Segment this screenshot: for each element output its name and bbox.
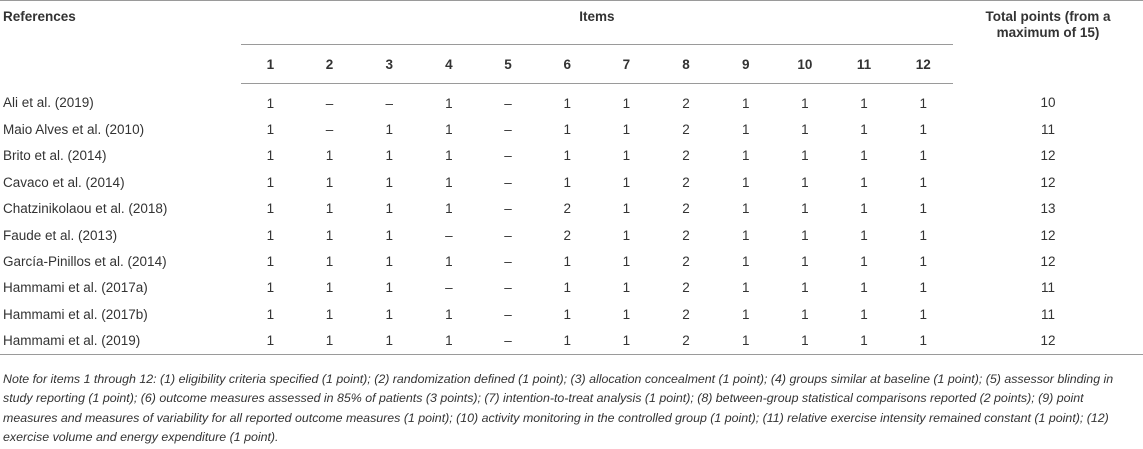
item-score-cell: 1	[419, 328, 478, 355]
item-score-cell: 1	[622, 227, 631, 243]
total-points-cell: 11	[1040, 280, 1055, 296]
item-score-cell: 1	[741, 227, 750, 243]
item-score-cell: 1	[563, 148, 571, 164]
item-score-cell: 1	[385, 306, 393, 322]
total-points-cell: 12	[1040, 227, 1056, 243]
table-row	[0, 169, 1143, 195]
table-row	[0, 328, 1143, 355]
item-score-cell: 1	[538, 328, 597, 355]
item-score-cell: 2	[563, 201, 571, 217]
item-score-cell: 1	[919, 122, 928, 138]
reference-cell: García-Pinillos et al. (2014)	[3, 254, 167, 270]
item-score-cell: 1	[445, 148, 453, 164]
item-score-cell: 1	[919, 254, 928, 270]
total-points-cell: 12	[1040, 254, 1056, 270]
item-score-cell: 1	[266, 306, 275, 322]
item-score-cell: 1	[445, 306, 453, 322]
item-score-cell: 1	[919, 227, 928, 243]
reference-cell: Chatzinikolaou et al. (2018)	[3, 201, 168, 217]
item-score-cell: 1	[445, 201, 453, 217]
item-score-cell: 1	[622, 280, 631, 296]
header-item-number: 2	[300, 45, 359, 84]
item-score-cell: 1	[860, 148, 868, 164]
item-score-cell: 2	[682, 227, 690, 243]
item-score-cell: –	[445, 227, 453, 243]
item-score-cell: 1	[860, 95, 868, 111]
item-score-cell: –	[325, 95, 334, 111]
header-item-number: 7	[597, 45, 656, 84]
header-item-number: 5	[478, 45, 537, 84]
reference-cell: Hammami et al. (2017a)	[3, 280, 148, 296]
item-score-cell: 1	[716, 328, 775, 355]
item-score-cell: –	[504, 201, 512, 217]
header-item-number: 11	[834, 45, 893, 84]
item-score-cell: 2	[682, 254, 690, 270]
table-row	[0, 222, 1143, 248]
item-score-cell: 1	[860, 201, 868, 217]
item-score-cell: 1	[801, 95, 809, 111]
item-score-cell: 2	[682, 122, 690, 138]
item-score-cell: 1	[385, 148, 393, 164]
item-score-cell: 1	[860, 227, 868, 243]
item-score-cell: 1	[919, 201, 928, 217]
item-score-cell: 1	[325, 227, 334, 243]
item-score-cell: 1	[860, 306, 868, 322]
item-score-cell: 1	[266, 201, 275, 217]
item-score-cell: 1	[741, 306, 750, 322]
item-score-cell: 1	[919, 280, 928, 296]
item-score-cell: 1	[622, 95, 631, 111]
item-score-cell: 2	[682, 174, 690, 190]
item-score-cell: 1	[860, 122, 868, 138]
item-score-cell: 1	[325, 306, 334, 322]
header-item-number: 3	[359, 45, 419, 84]
item-score-cell: 2	[682, 306, 690, 322]
item-score-cell: 1	[300, 328, 359, 355]
item-score-cell: 1	[801, 148, 809, 164]
total-points-cell: 13	[1040, 201, 1056, 217]
item-score-cell: –	[504, 306, 512, 322]
item-score-cell: –	[478, 328, 537, 355]
item-score-cell: 1	[385, 201, 393, 217]
item-score-cell: –	[504, 227, 512, 243]
item-score-cell: 1	[266, 122, 275, 138]
item-score-cell: 2	[682, 95, 690, 111]
header-items: Items	[241, 1, 953, 45]
item-score-cell: –	[445, 280, 453, 296]
item-score-cell: 1	[622, 148, 631, 164]
item-score-cell: 1	[266, 227, 275, 243]
header-item-number: 12	[894, 45, 953, 84]
total-points-cell: 10	[1040, 95, 1056, 111]
table-row	[0, 143, 1143, 169]
header-row-top	[0, 1, 1143, 45]
item-score-cell: 1	[325, 280, 334, 296]
item-score-cell: 2	[563, 227, 571, 243]
item-score-cell: 1	[563, 122, 571, 138]
item-score-cell: 1	[741, 148, 750, 164]
item-score-cell: 1	[325, 201, 334, 217]
item-score-cell: 1	[622, 306, 631, 322]
item-score-cell: 1	[622, 174, 631, 190]
item-score-cell: 1	[801, 201, 809, 217]
header-references: References	[0, 1, 241, 84]
item-score-cell: 1	[801, 280, 809, 296]
item-score-cell: 1	[622, 254, 631, 270]
item-score-cell: 1	[385, 227, 393, 243]
reference-cell: Faude et al. (2013)	[3, 227, 118, 243]
total-points-cell: 12	[1040, 148, 1056, 164]
reference-cell: Cavaco et al. (2014)	[3, 174, 125, 190]
reference-cell: Brito et al. (2014)	[3, 148, 107, 164]
item-score-cell: 1	[801, 122, 809, 138]
reference-cell: Hammami et al. (2017b)	[3, 306, 148, 322]
item-score-cell: 1	[385, 280, 393, 296]
item-score-cell: 1	[801, 254, 809, 270]
item-score-cell: 1	[741, 174, 750, 190]
item-score-cell: –	[385, 95, 393, 111]
item-score-cell: 1	[359, 328, 419, 355]
table-row	[0, 196, 1143, 222]
item-score-cell: –	[504, 148, 512, 164]
item-score-cell: 1	[919, 95, 928, 111]
total-points-cell: 12	[1040, 174, 1056, 190]
item-score-cell: –	[325, 122, 334, 138]
item-score-cell: 2	[656, 328, 716, 355]
table-row	[0, 116, 1143, 142]
reference-cell: Hammami et al. (2019)	[0, 328, 241, 355]
item-score-cell: 1	[325, 254, 334, 270]
item-score-cell: 1	[801, 306, 809, 322]
table-row	[0, 301, 1143, 327]
header-item-number: 1	[241, 45, 300, 84]
item-score-cell: 1	[563, 306, 571, 322]
header-item-number: 9	[716, 45, 775, 84]
item-score-cell: 1	[445, 122, 453, 138]
item-score-cell: 1	[860, 254, 868, 270]
item-score-cell: 1	[741, 122, 750, 138]
item-score-cell: 1	[445, 254, 453, 270]
item-score-cell: –	[504, 254, 512, 270]
item-score-cell: 1	[563, 254, 571, 270]
item-score-cell: –	[504, 95, 512, 111]
item-score-cell: 1	[563, 174, 571, 190]
table-body	[0, 84, 1143, 355]
item-score-cell: 1	[563, 95, 571, 111]
item-score-cell: 1	[622, 122, 631, 138]
header-item-number: 8	[656, 45, 716, 84]
item-score-cell: 1	[741, 254, 750, 270]
item-score-cell: 1	[741, 201, 750, 217]
item-score-cell: 1	[445, 174, 453, 190]
item-score-cell: –	[504, 122, 512, 138]
item-score-cell: 1	[266, 254, 275, 270]
item-score-cell: 1	[266, 148, 275, 164]
item-score-cell: 1	[919, 174, 928, 190]
header-item-number: 6	[538, 45, 597, 84]
item-score-cell: 1	[860, 280, 868, 296]
table-row	[0, 248, 1143, 274]
item-score-cell: 1	[741, 280, 750, 296]
item-score-cell: 1	[385, 254, 393, 270]
item-score-cell: 1	[325, 148, 334, 164]
total-points-cell: 11	[1040, 306, 1055, 322]
item-score-cell: 1	[919, 306, 928, 322]
item-score-cell: 1	[266, 95, 275, 111]
item-score-cell: 1	[741, 95, 750, 111]
item-score-cell: 2	[682, 280, 690, 296]
item-score-cell: 1	[801, 227, 809, 243]
header-item-number: 4	[419, 45, 478, 84]
item-score-cell: –	[504, 280, 512, 296]
item-score-cell: 1	[385, 122, 393, 138]
item-score-cell: 1	[622, 201, 631, 217]
header-item-number: 10	[775, 45, 834, 84]
item-score-cell: 1	[266, 280, 275, 296]
table-row	[0, 275, 1143, 301]
item-score-cell: 1	[241, 328, 300, 355]
item-score-cell: 1	[775, 328, 834, 355]
item-score-cell: 1	[860, 174, 868, 190]
item-score-cell: 2	[682, 148, 690, 164]
reference-cell: Ali et al. (2019)	[3, 95, 94, 111]
item-score-cell: 1	[919, 148, 928, 164]
item-score-cell: –	[504, 174, 512, 190]
item-score-cell: 1	[834, 328, 893, 355]
item-score-cell: 1	[266, 174, 275, 190]
item-score-cell: 1	[385, 174, 393, 190]
item-score-cell: 1	[894, 328, 953, 355]
header-total-points: Total points (from a maximum of 15)	[953, 1, 1143, 84]
item-score-cell: 1	[801, 174, 809, 190]
item-score-cell: 1	[597, 328, 656, 355]
reference-cell: Maio Alves et al. (2010)	[3, 122, 145, 138]
total-points-cell: 11	[1040, 122, 1055, 138]
item-score-cell: 1	[445, 95, 453, 111]
table-row	[0, 84, 1143, 117]
item-score-cell: 1	[325, 174, 334, 190]
total-points-cell: 12	[953, 328, 1143, 355]
item-score-cell: 2	[682, 201, 690, 217]
table-note: Note for items 1 through 12: (1) eligibility criteria specified (1 point); (2) randomization defined (1 point); (3) allocation concealment (1 point); (4) groups similar at baseline (1 point); (5) assessor blinding in study reporting (1 point); (6) outcome measures assessed in 85% of patients (3 points); (7) intention-to-treat analysis (1 point); (8) between-group statistical comparisons reported (2 points); (9) point measures and measures of variability for all reported outcome measures (1 point); (10) activity monitoring in the controlled group (1 point); (11) relative exercise intensity remained constant (1 point); (12) exercise volume and energy expenditure (1 point).	[3, 372, 1114, 445]
item-score-cell: 1	[563, 280, 571, 296]
